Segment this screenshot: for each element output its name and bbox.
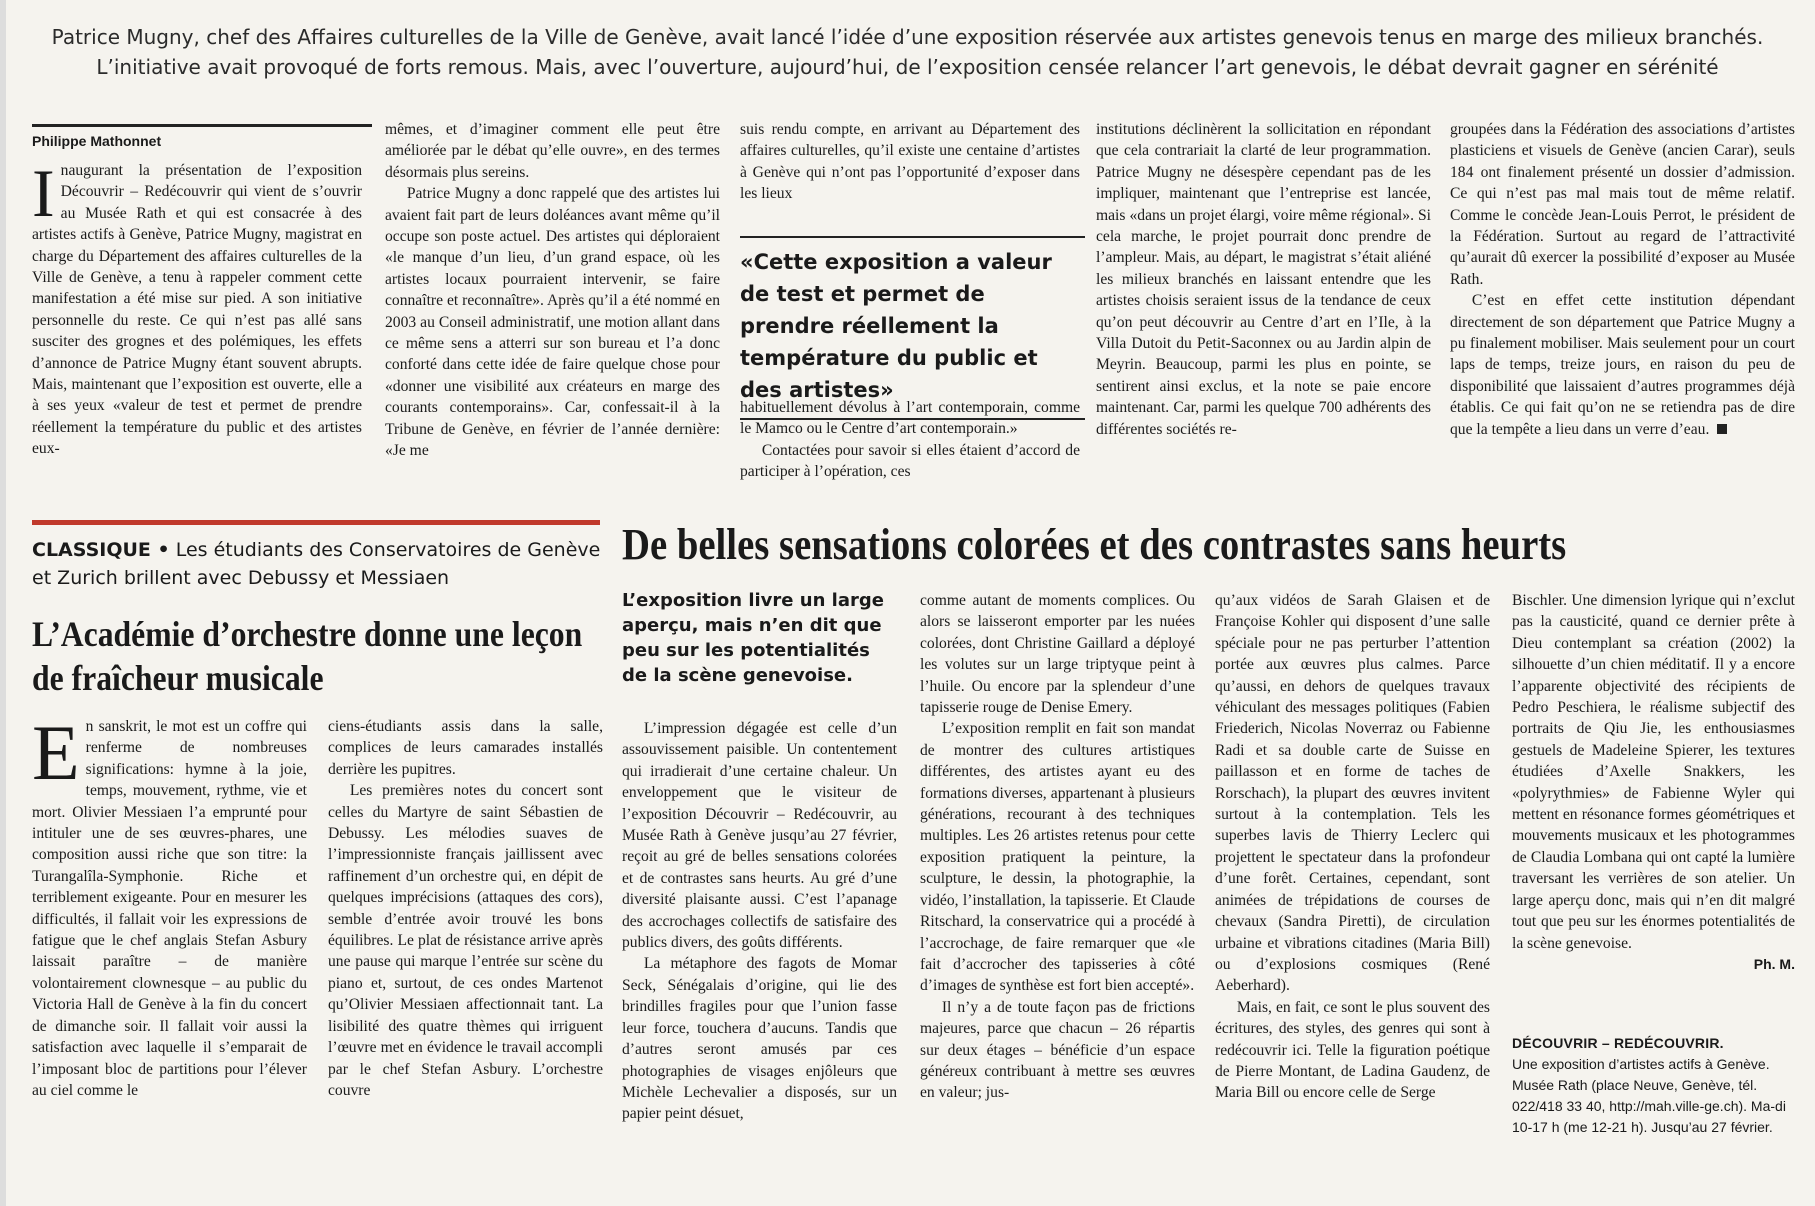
paragraph: habituellement dévolus à l’art contemporain, comme le Mamco ou le Centre d’art contemporain.» [740, 399, 1080, 438]
info-box [1512, 1033, 1797, 1138]
paragraph: Les premières notes du concert sont celles du Martyre de saint Sébastien de Debussy. Les mélodies suaves de l’impressionniste français jaillissent avec raffinement d’un orchestre qui, en dépit de quelques imprécisions (attaques des cors), semble d’entrée avoir trouvé les bons équilibres. Le plat de résistance arrive après une pause qui marque l’entrée sur scène du piano et, surtout, de ces ondes Martenot qu’Olivier Messiaen affectionnait tant. La lisibilité des quatre thèmes qui irriguent l’œuvre met en évidence le travail accompli par le chef Stefan Asbury. L’orchestre couvre [328, 782, 603, 1099]
end-mark [1717, 424, 1727, 434]
paragraph: Mais, en fait, ce sont le plus souvent des écritures, des styles, des genres qui sont à redécouvrir ici. Telle la figuration poétique de Pierre Montant, de Ladina Gaudenz, de Maria Bill ou encore celle de Serge [1215, 998, 1490, 1102]
section-rule [32, 520, 600, 525]
kicker-text: Les étudiants des Conservatoires de Genève et Zurich brillent avec Debussy et Messiaen [32, 539, 601, 589]
article2-column-2 [328, 716, 603, 1186]
paragraph: La métaphore des fagots de Momar Seck, Sénégalais d’origine, qui lie des brindilles fragiles pour que l’union fasse leur force, touchera d’aucuns. Tandis que d’autres seront amusés par ces photographies de visages enjôleurs que Michèle Lechevalier a disposés, sur un papier peint désuet, [622, 955, 897, 1123]
article3-column-4 [1512, 590, 1795, 1015]
paragraph: suis rendu compte, en arrivant au Département des affaires culturelles, qu’il existe une centaine d’artistes à Genève qui n’ont pas l’opportunité d’exposer dans les lieux [740, 121, 1080, 203]
paragraph: qu’aux vidéos de Sarah Glaisen et de Françoise Kohler qui disposent d’une salle spéciale pour ne pas perturber l’attention portée aux œuvres plus calmes. Parce qu’aussi, en dehors de quelques travaux véhiculant des messages politiques (Fabien Friederich, Nicolas Noverraz ou Fabienne Radi et sa double carte de Suisse en paillasson et en forme de taches de Rorschach), la plupart des œuvres invitent surtout à la contemplation. Tels les superbes lavis de Thierry Leclerc qui projettent le spectateur dans la profondeur d’une forêt. Certaines, cependant, sont animées de trépidations de courses de chevaux (Sandra Piretti), de circulation urbaine et vibrations citadines (Maria Bill) ou d’explosions cosmiques (René Aeberhard). [1215, 592, 1490, 995]
article1-column-3-top [740, 119, 1080, 219]
paragraph: comme autant de moments complices. Ou alors se laisseront emporter par les nuées colorées, dont Christine Gaillard a déployé les volutes sur un large triptyque peint à l’huile. Ou encore par la splendeur d’une tapisserie rouge de Denise Emery. [920, 592, 1195, 717]
scan-edge [0, 0, 6, 1206]
paragraph-text: C’est en effet cette institution dépendant directement de son département que Patrice Mugny a pu finalement mobiliser. Mais seulement pour un court laps de temps, treize jours, en raison du peu de disponibilité que laissaient d’autres programmes déjà établis. Ce qui fait qu’on ne se retiendra pas de dire que la tempête a lieu dans un verre d’eau. [1450, 292, 1795, 438]
standfirst: L’exposition livre un large aperçu, mais n’en dit que peu sur les potentialités de la scène genevoise. [622, 590, 884, 686]
paragraph [1450, 290, 1795, 440]
paragraph: L’impression dégagée est celle d’un assouvissement paisible. Un contentement qui irradierait d’une certaine chaleur. Un enveloppement que le visiteur de l’exposition Découvrir – Redécouvrir, au Musée Rath à Genève jusqu’au 27 février, reçoit au gré de belles sensations colorées et de contrastes sans heurts. Au gré d’une diversité plaisante aussi. C’est l’apanage des accrochages collectifs de satisfaire des publics divers, des goûts différents. [622, 720, 897, 952]
signature: Ph. M. [1753, 955, 1795, 972]
article3-column-3 [1215, 590, 1490, 1186]
lede-paragraph [20, 22, 1795, 82]
article3-headline: De belles sensations colorées et des contrastes sans heurts [622, 520, 1567, 569]
article1-col1-text: naugurant la présentation de l’exposition Découvrir – Redécouvrir qui vient de s’ouvrir au Musée Rath et qui est consacrée à des artistes actifs à Genève, Patrice Mugny, magistrat en charge du Département des affaires culturelles de la Ville de Genève, a tenu à rappeler comment cette manifestation a été mise sur pied. A son initiative personnelle du reste. Ce qui n’est pas allé sans susciter des grognes et des polémiques, les effets d’annonce de Patrice Mugny étant souvent abrupts. Mais, maintenant que l’exposition est ouverte, elle a à ses yeux «valeur de test et permet de prendre réellement la température du public et des artistes eux- [32, 162, 362, 458]
dropcap: I [32, 160, 55, 231]
article1-column-5 [1450, 119, 1795, 505]
article1-column-3-bottom [740, 397, 1080, 505]
article3-column-2 [920, 590, 1195, 1186]
article1-column-2 [385, 119, 720, 505]
kicker-label: CLASSIQUE • [32, 539, 170, 561]
lede-line-2: L’initiative avait provoqué de forts remous. Mais, avec l’ouverture, aujourd’hui, de l’exposition censée relancer l’art genevois, le débat devrait gagner en sérénité [96, 55, 1719, 79]
article2-headline: L’Académie d’orchestre donne une leçon de fraîcheur musicale [32, 614, 583, 698]
paragraph: Il n’y a de toute façon pas de frictions majeures, parce que chacun – 26 répartis sur deux étages – bénéficie d’un espace généreux contribuant à mettre ses œuvres en valeur; jus- [920, 998, 1195, 1102]
kicker [32, 536, 607, 592]
paragraph: Patrice Mugny a donc rappelé que des artistes lui avaient fait part de leurs doléances avant même qu’il occupe son poste actuel. Des artistes qui déploraient «le manque d’un lieu, d’un grand espace, où les artistes locaux pourraient intervenir, se faire connaître et reconnaître». Après qu’il a été nommé en 2003 au Conseil administratif, une motion allant dans ce même sens a atterri sur son bureau et l’a donc conforté dans cette idée de faire quelque chose pour «donner une visibilité aux créateurs en marge des courants contemporains». Car, confessait-il à la Tribune de Genève, en février de l’année dernière: «Je me [385, 185, 720, 460]
article1-column-4 [1096, 119, 1431, 505]
lede-line-1: Patrice Mugny, chef des Affaires culturelles de la Ville de Genève, avait lancé l’idée d’une exposition réservée aux artistes genevois tenus en marge des milieux branchés. [51, 25, 1764, 49]
article1-column-1 [32, 160, 362, 505]
paragraph: L’exposition remplit en fait son mandat de montrer des cultures artistiques différentes, des artistes ayant eu des formations diverses, appartenant à plusieurs générations, recourant à des techniques multiples. Les 26 artistes retenus pour cette exposition pratiquent la peinture, la sculpture, le dessin, la photographie, la vidéo, l’installation, la tapisserie. Et Claude Ritschard, la conservatrice qui a procédé à l’accrochage, de faire remarquer que «le fait d’accrocher des tapisseries à côté d’images de synthèse est fort bien accepté». [920, 720, 1195, 995]
article2-column-1 [32, 716, 307, 1186]
article2-col1-text: n sanskrit, le mot est un coffre qui renferme de nombreuses significations: hymne à la joie, temps, mouvement, rythme, vie et mort. Olivier Messiaen l’a emprunté pour intituler une de ses œuvres-phares, une composition aussi riche que son titre: la Turangalîla-Symphonie. Riche et terriblement exigeante. Pour en mesurer les difficultés, il fallait voir les expressions de fatigue que le chef anglais Stefan Asbury laissait paraître – de manière volontairement clownesque – au public du Victoria Hall de Genève à la fin du concert de dimanche soir. Il fallait voir aussi la satisfaction avec laquelle il s’emparait de l’imposant bloc de partitions pour l’élever au ciel comme le [32, 718, 307, 1099]
paragraph: ciens-étudiants assis dans la salle, complices de leurs camarades installés derrière les pupitres. [328, 718, 603, 778]
paragraph: groupées dans la Fédération des associations d’artistes plasticiens et visuels de Genève (ancien Carar), seuls 184 ont finalement présenté un dossier d’admission. Ce qui n’est pas mal mais tout de même relatif. Comme le concède Jean-Louis Perrot, le président de la Fédération. Surtout au regard de l’attractivité qu’aurait dû exercer la possibilité d’exposer au Musée Rath. [1450, 121, 1795, 288]
paragraph: institutions déclinèrent la sollicitation en répondant que cela contrariait la clarté de leur programmation. Patrice Mugny ne désespère cependant pas de les impliquer, maintenant que l’entreprise est lancée, mais «dans un projet élargi, voire même régional». Si cela marche, le projet pourrait donc prendre de l’ampleur. Mais, au départ, le magistrat s’était aliéné les milieux branchés en laissant entendre que les artistes choisis seraient issus de la tendance de ceux qu’on peut découvrir au Centre d’art en l’Ile, à la Villa Dutoit du Petit-Saconnex ou au Jardin alpin de Meyrin. Beaucoup, parmi les plus en pointe, se sentirent ainsi exclus, et la note se paie encore maintenant. Car, parmi les quelque 700 adhérents des différentes sociétés re- [1096, 121, 1431, 438]
dropcap: E [32, 716, 80, 796]
paragraph: Bischler. Une dimension lyrique qui n’exclut pas la causticité, quand ce dernier prête à Dieu contemplant sa création (2002) la silhouette d’un chien méditatif. Il y a encore l’apparente objectivité des récipients de Pedro Peschiera, le réalisme subjectif des portraits de Qiu Jie, les enthousiasmes gestuels de Madeleine Spierer, les textures étudiées d’Axelle Snakkers, les «polyrythmies» de Fabienne Wyler qui mettent en résonance formes géométriques et mouvements musicaux et les photogrammes de Claudia Lombana qui ont capté la lumière traversant les verrières de son atelier. Un large aperçu donc, mais qui n’en dit malgré tout que peu sur les énormes potentialités de la scène genevoise. [1512, 592, 1795, 952]
paragraph: mêmes, et d’imaginer comment elle peut être améliorée par le débat qu’elle ouvre», en des termes désormais plus sereins. [385, 121, 720, 181]
info-box-text: Une exposition d’artistes actifs à Genève. Musée Rath (place Neuve, Genève, tél. 022/418 33 40, http://mah.ville-ge.ch). Ma-di 10-17 h (me 12-21 h). Jusqu’au 27 février. [1512, 1056, 1786, 1135]
article3-column-1 [622, 718, 897, 1186]
byline: Philippe Mathonnet [32, 124, 372, 149]
paragraph: Contactées pour savoir si elles étaient d’accord de participer à l’opération, ces [740, 441, 1080, 481]
pull-quote: «Cette exposition a valeur de test et permet de prendre réellement la température du public et des artistes» [740, 236, 1085, 420]
info-box-title: DÉCOUVRIR – REDÉCOUVRIR. [1512, 1035, 1724, 1051]
